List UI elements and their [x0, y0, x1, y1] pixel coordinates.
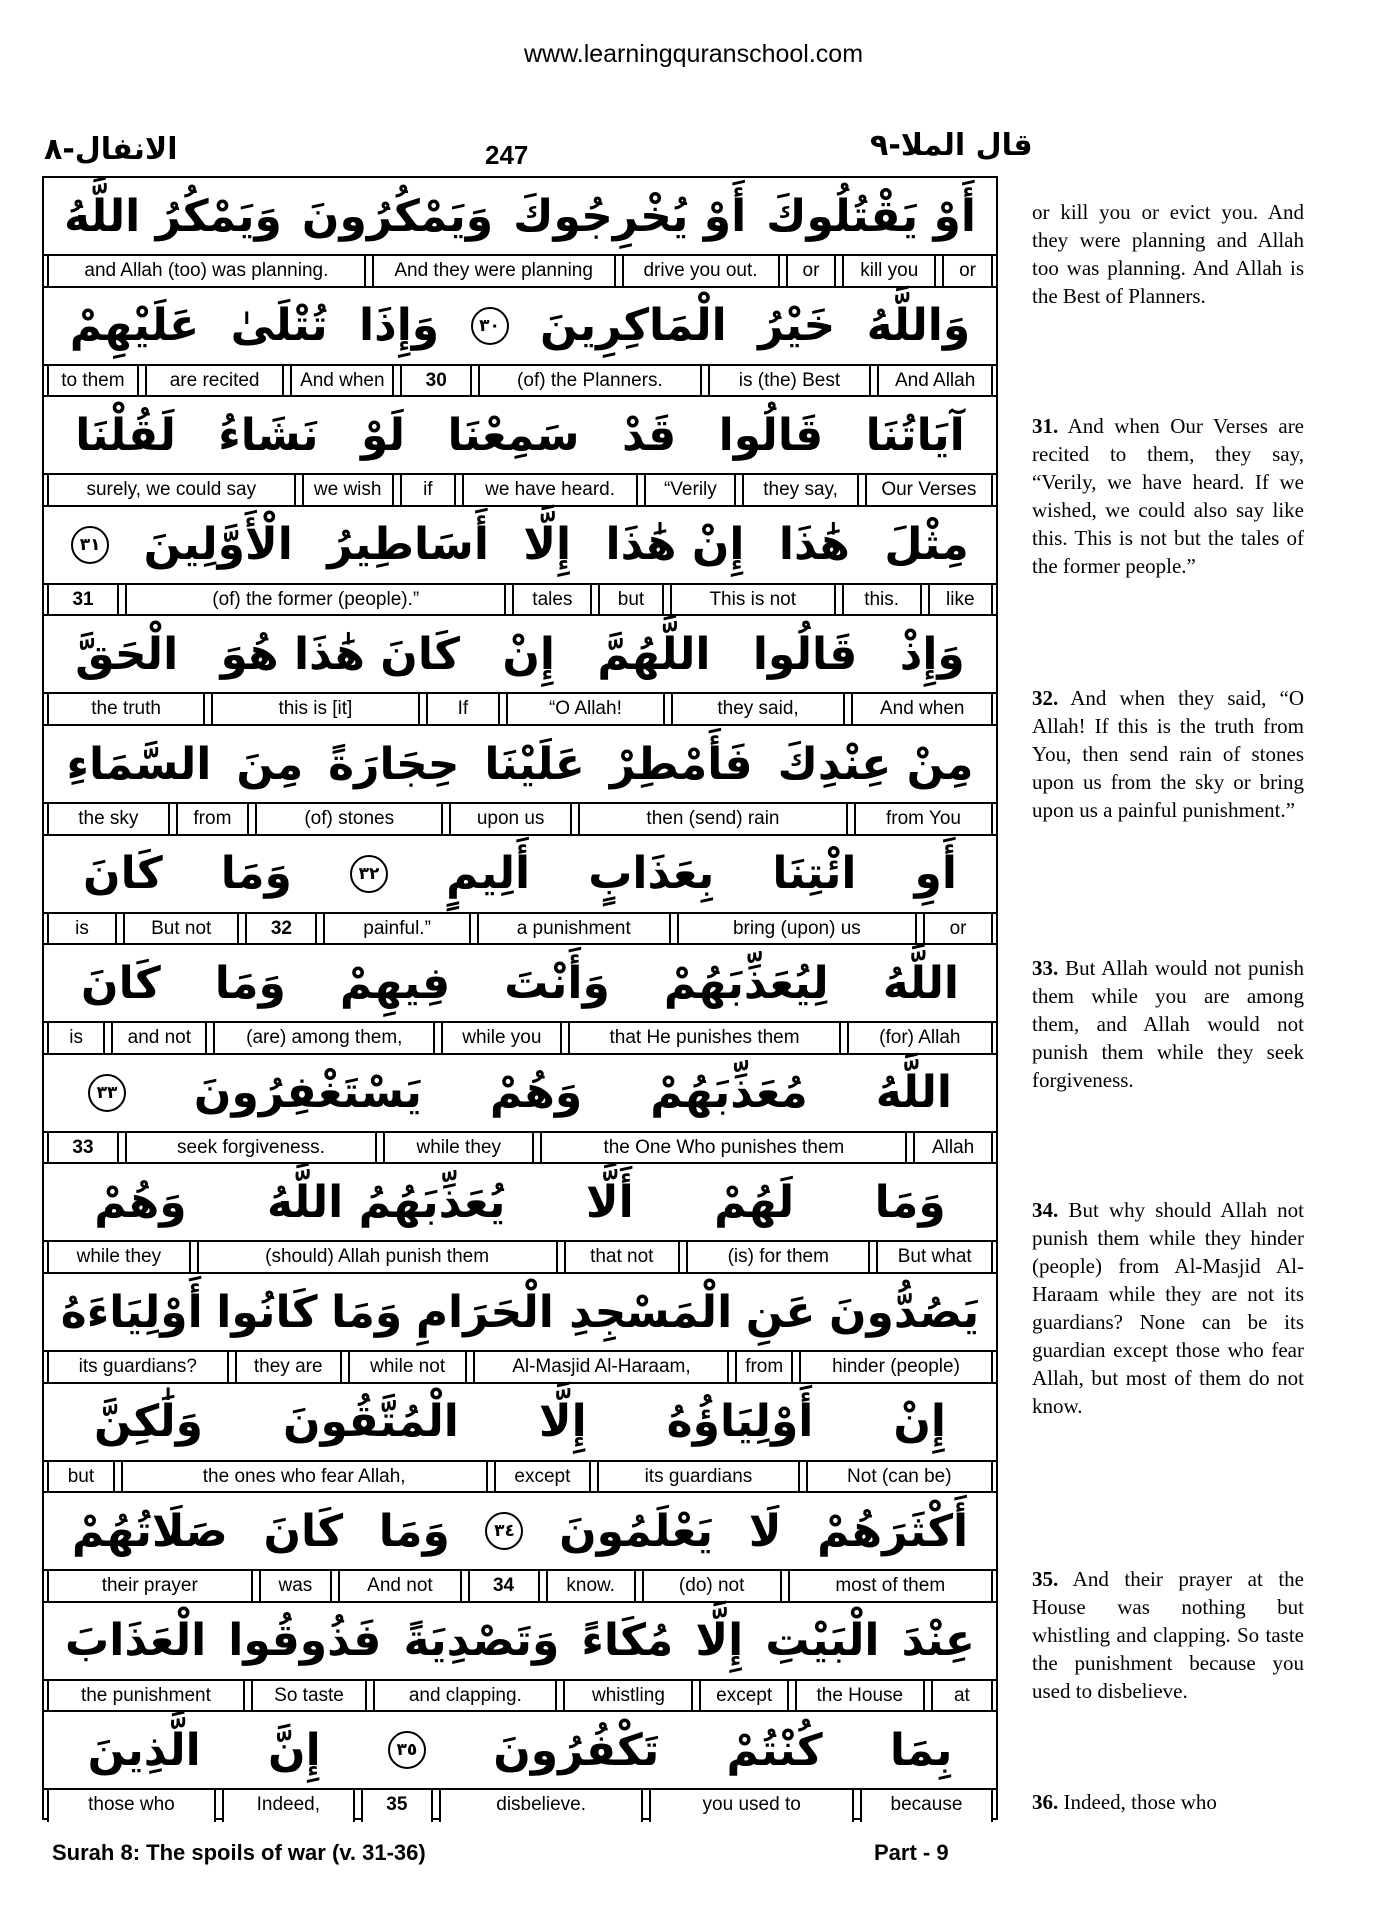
- word-translation: But what: [876, 1242, 993, 1272]
- english-line: [44, 475, 996, 507]
- word-translation: except: [494, 1462, 592, 1492]
- verse-number: 33: [47, 1133, 119, 1163]
- verse-number-marker: ٣٥: [388, 1731, 426, 1769]
- arabic-word: الْعَذَابَ: [65, 1615, 207, 1667]
- arabic-word: يَصُدُّونَ: [828, 1286, 980, 1338]
- arabic-word: مُكَاءً: [581, 1615, 674, 1667]
- arabic-word: إِنْ: [893, 1396, 946, 1448]
- verse-number-marker: ٣٤: [485, 1512, 523, 1550]
- word-translation: And when: [851, 694, 993, 724]
- word-translation: the punishment: [47, 1681, 245, 1711]
- english-line: [44, 914, 996, 946]
- word-translation: its guardians: [597, 1462, 799, 1492]
- english-line: [44, 1462, 996, 1494]
- side-note: 31. And when Our Verses are recited to them, they say, “Verily, we have heard. If we wished, we could also say like this. This is not but the tales of the former people.”: [1032, 414, 1305, 578]
- arabic-word: وَمَا: [378, 1505, 450, 1557]
- english-line: [44, 694, 996, 726]
- word-translation: Our Verses: [865, 475, 993, 505]
- arabic-line: [44, 288, 996, 366]
- word-translation: whistling: [563, 1681, 693, 1711]
- arabic-word: اللَّهُ: [882, 957, 959, 1009]
- word-translation: this is [it]: [211, 694, 419, 724]
- word-translation: you used to: [649, 1790, 854, 1822]
- word-translation: the ones who fear Allah,: [121, 1462, 488, 1492]
- arabic-word: مِنَ: [236, 738, 304, 790]
- arabic-word: إِلَّا: [538, 1396, 587, 1448]
- word-translation: “O Allah!: [506, 694, 664, 724]
- arabic-word: يُعَذِّبَهُمُ اللَّهُ: [267, 1176, 506, 1228]
- word-translation: was: [259, 1571, 333, 1601]
- arabic-word: وَلَٰكِنَّ: [93, 1396, 204, 1448]
- side-note: or kill you or evict you. And they were planning and Allah too was planning. And Allah is the Best of Planners.: [1032, 200, 1304, 308]
- word-translation: “Verily: [644, 475, 736, 505]
- arabic-word: أَوْ يُخْرِجُوكَ: [513, 190, 747, 242]
- arabic-word: سَمِعْنَا: [447, 409, 580, 461]
- arabic-word: وَإِذْ: [899, 628, 965, 680]
- website-url: www.learningquranschool.com: [523, 40, 864, 68]
- word-translation: this.: [842, 585, 922, 615]
- word-translation: Indeed,: [222, 1790, 355, 1822]
- part-footer: Part - 9: [874, 1840, 949, 1865]
- word-translation: (of) the Planners.: [478, 366, 701, 396]
- arabic-word: السَّمَاءِ: [66, 738, 212, 790]
- word-translation: (is) for them: [686, 1242, 870, 1272]
- arabic-word: أَكْثَرَهُمْ: [817, 1505, 969, 1557]
- verse-number: 30: [400, 366, 472, 396]
- side-note: 35. And their prayer at the House was nothing but whistling and clapping. So taste the punishment because you used to disbelieve.: [1032, 1567, 1304, 1703]
- arabic-word: أَوْ يَقْتُلُوكَ: [766, 190, 976, 242]
- word-translation: tales: [512, 585, 592, 615]
- word-translation: is (the) Best: [708, 366, 872, 396]
- word-translation: most of them: [788, 1571, 994, 1601]
- word-translation: their prayer: [47, 1571, 253, 1601]
- verse-number: 34: [468, 1571, 540, 1601]
- word-translation: And they were planning: [372, 256, 616, 286]
- arabic-word: وَهُمْ: [489, 1067, 583, 1119]
- verse-row: [44, 1603, 996, 1713]
- word-translation: or: [786, 256, 837, 286]
- arabic-word: لِيُعَذِّبَهُمْ: [663, 957, 829, 1009]
- arabic-word: اللَّهُمَّ: [597, 628, 711, 680]
- word-translation: kill you: [842, 256, 936, 286]
- arabic-line: [44, 836, 996, 914]
- verse-row: [44, 1055, 996, 1165]
- arabic-word: أَلِيمٍ: [446, 848, 531, 900]
- english-line: [44, 1790, 996, 1822]
- arabic-word: إِلَّا: [695, 1615, 744, 1667]
- arabic-word: فَذُوقُوا: [228, 1615, 382, 1667]
- arabic-word: تَكْفُرُونَ: [493, 1724, 660, 1776]
- word-translation: If: [426, 694, 501, 724]
- verse-number-marker: ٣٠: [471, 307, 509, 345]
- word-translation: but: [598, 585, 663, 615]
- word-translation: (of) the former (people).”: [125, 585, 506, 615]
- word-translation: disbelieve.: [439, 1790, 644, 1822]
- verse-number: 31: [47, 585, 119, 615]
- arabic-word: الْأَوَّلِينَ: [143, 519, 293, 571]
- word-translation: we wish: [302, 475, 394, 505]
- arabic-word: أَسَاطِيرُ: [327, 519, 489, 571]
- arabic-line: [44, 397, 996, 475]
- word-translation: while they: [383, 1133, 535, 1163]
- arabic-word: لَوْ: [360, 409, 406, 461]
- arabic-line: [44, 1493, 996, 1571]
- word-translation: while not: [348, 1352, 468, 1382]
- word-translation: Al-Masjid Al-Haraam,: [473, 1352, 729, 1382]
- arabic-word: بِعَذَابٍ: [588, 848, 715, 900]
- word-translation: bring (upon) us: [677, 914, 917, 944]
- verse-row: [44, 507, 996, 617]
- side-note: 33. But Allah would not punish them while you are among them, and Allah would not punish them while they seek forgiveness.: [1032, 956, 1305, 1092]
- word-translation: they said,: [671, 694, 846, 724]
- word-translation: while you: [441, 1023, 562, 1053]
- arabic-line: [44, 1384, 996, 1462]
- juz-label: قال الملا-٩: [870, 128, 1033, 163]
- arabic-word: خَيْرُ: [758, 300, 836, 352]
- word-translation: the truth: [47, 694, 205, 724]
- side-note: 32. And when they said, “O Allah! If this is the truth from You, then send rain of stones upon us from the sky or bring upon us a painful punishment.”: [1032, 686, 1304, 822]
- word-translation: from: [176, 804, 250, 834]
- verse-row: [44, 178, 996, 288]
- verse-row: [44, 1274, 996, 1384]
- english-line: [44, 366, 996, 398]
- verse-row: [44, 1712, 996, 1822]
- word-translation: the sky: [47, 804, 170, 834]
- arabic-word: إِنَّ: [268, 1724, 321, 1776]
- word-translation: drive you out.: [622, 256, 780, 286]
- arabic-word: فَأَمْطِرْ: [609, 738, 753, 790]
- arabic-word: الَّذِينَ: [87, 1724, 201, 1776]
- arabic-line: [44, 1164, 996, 1242]
- word-translation: except: [699, 1681, 788, 1711]
- arabic-line: [44, 1712, 996, 1790]
- word-translation: but: [47, 1462, 115, 1492]
- word-translation: surely, we could say: [47, 475, 296, 505]
- arabic-word: وَيَمْكُرُ اللَّهُ: [64, 190, 282, 242]
- word-translation: because: [860, 1790, 993, 1822]
- arabic-word: وَمَا: [331, 1286, 403, 1338]
- arabic-word: كَانَ هَٰذَا هُوَ: [220, 628, 460, 680]
- verse-number: 32: [245, 914, 317, 944]
- side-note: 36. Indeed, those who: [1032, 1790, 1217, 1814]
- word-translation: are recited: [145, 366, 285, 396]
- word-translation: while they: [47, 1242, 191, 1272]
- arabic-word: أَلَّا: [585, 1176, 634, 1228]
- word-translation: So taste: [251, 1681, 367, 1711]
- word-translation: that He punishes them: [568, 1023, 840, 1053]
- word-translation: those who: [47, 1790, 216, 1822]
- surah-footer: Surah 8: The spoils of war (v. 31-36): [52, 1840, 426, 1865]
- arabic-word: قَدْ: [621, 409, 677, 461]
- arabic-word: اللَّهُ: [875, 1067, 952, 1119]
- arabic-word: وَتَصْدِيَةً: [403, 1615, 560, 1667]
- word-translation: from You: [854, 804, 993, 834]
- arabic-word: كُنْتُمْ: [726, 1724, 823, 1776]
- arabic-word: الْمَسْجِدِ الْحَرَامِ: [415, 1286, 733, 1338]
- arabic-word: يَسْتَغْفِرُونَ: [193, 1067, 422, 1119]
- arabic-word: آيَاتُنَا: [865, 409, 965, 461]
- verse-row: [44, 1384, 996, 1494]
- word-translation: at: [931, 1681, 993, 1711]
- arabic-line: [44, 1603, 996, 1681]
- word-translation: But not: [123, 914, 239, 944]
- word-translation: is: [47, 914, 117, 944]
- verse-row: [44, 1493, 996, 1603]
- word-translation: (do) not: [642, 1571, 782, 1601]
- arabic-word: صَلَاتُهُمْ: [71, 1505, 228, 1557]
- word-translation: the House: [795, 1681, 925, 1711]
- arabic-word: وَأَنْتَ: [504, 957, 610, 1009]
- word-translation: we have heard.: [462, 475, 638, 505]
- english-line: [44, 1352, 996, 1384]
- arabic-word: وَهُمْ: [94, 1176, 187, 1228]
- word-translation: or: [923, 914, 993, 944]
- arabic-line: [44, 507, 996, 585]
- english-line: [44, 585, 996, 617]
- arabic-word: كَانُوا: [216, 1286, 318, 1338]
- word-translation: And when: [290, 366, 394, 396]
- verse-number-marker: ٣٣: [88, 1074, 126, 1112]
- arabic-word: أَوْلِيَاءَهُ: [60, 1286, 203, 1338]
- arabic-word: كَانَ: [81, 957, 161, 1009]
- arabic-word: كَانَ: [83, 848, 163, 900]
- arabic-line: [44, 1274, 996, 1352]
- arabic-word: عَنِ: [745, 1286, 816, 1338]
- arabic-word: أَوِ: [914, 848, 957, 900]
- arabic-word: حِجَارَةً: [328, 738, 460, 790]
- verse-row: [44, 616, 996, 726]
- word-translation: And not: [338, 1571, 461, 1601]
- english-line: [44, 1681, 996, 1713]
- arabic-word: فِيهِمْ: [339, 957, 451, 1009]
- english-line: [44, 1133, 996, 1165]
- word-translation: or: [942, 256, 993, 286]
- word-translation: upon us: [449, 804, 572, 834]
- word-translation: to them: [47, 366, 139, 396]
- arabic-word: مِثْلَ: [884, 519, 969, 571]
- arabic-word: بِمَا: [889, 1724, 953, 1776]
- arabic-word: وَمَا: [214, 957, 286, 1009]
- english-line: [44, 1023, 996, 1055]
- word-translation: if: [400, 475, 456, 505]
- arabic-word: أَوْلِيَاؤُهُ: [666, 1396, 814, 1448]
- arabic-word: وَيَمْكُرُونَ: [301, 190, 494, 242]
- arabic-word: يَعْلَمُونَ: [559, 1505, 714, 1557]
- arabic-word: لَهُمْ: [714, 1176, 795, 1228]
- arabic-line: [44, 726, 996, 804]
- arabic-word: الْبَيْتِ: [765, 1615, 880, 1667]
- side-note: 34. But why should Allah not punish them while they hinder (people) from Al-Masjid Al-Haraam while they are not its guardians? None can be its guardian except those who fear Allah, but most of them do not know.: [1032, 1198, 1304, 1418]
- word-translation: they say,: [742, 475, 858, 505]
- arabic-word: الْحَقَّ: [75, 628, 179, 680]
- english-line: [44, 1242, 996, 1274]
- word-translation: that not: [564, 1242, 681, 1272]
- word-translation: know.: [546, 1571, 636, 1601]
- word-translation: seek forgiveness.: [125, 1133, 377, 1163]
- english-line: [44, 804, 996, 836]
- english-line: [44, 1571, 996, 1603]
- word-translation: is: [47, 1023, 105, 1053]
- word-translation: painful.”: [323, 914, 470, 944]
- arabic-word: عَلَيْهِمْ: [69, 300, 200, 352]
- verse-number-marker: ٣١: [71, 526, 109, 564]
- word-translation: then (send) rain: [578, 804, 848, 834]
- arabic-word: مُعَذِّبَهُمْ: [650, 1067, 808, 1119]
- word-translation: a punishment: [477, 914, 671, 944]
- arabic-word: وَإِذَا: [359, 300, 440, 352]
- word-translation: And Allah: [877, 366, 993, 396]
- word-translation: hinder (people): [799, 1352, 993, 1382]
- word-translation: Allah: [913, 1133, 993, 1163]
- arabic-word: وَاللَّهُ: [866, 300, 971, 352]
- arabic-word: تُتْلَىٰ: [230, 300, 328, 352]
- verse-row: [44, 397, 996, 507]
- word-translation: (of) stones: [255, 804, 443, 834]
- word-translation: the One Who punishes them: [540, 1133, 907, 1163]
- verse-row: [44, 836, 996, 946]
- arabic-word: عِنْدَ: [901, 1615, 975, 1667]
- verse-row: [44, 288, 996, 398]
- arabic-word: نَشَاءُ: [218, 409, 319, 461]
- verse-number-marker: ٣٢: [350, 855, 388, 893]
- arabic-line: [44, 178, 996, 256]
- translation-grid: [42, 176, 998, 1820]
- english-line: [44, 256, 996, 288]
- word-translation: and Allah (too) was planning.: [47, 256, 366, 286]
- arabic-word: قَالُوا: [752, 628, 858, 680]
- arabic-line: [44, 1055, 996, 1133]
- arabic-word: قَالُوا: [718, 409, 824, 461]
- arabic-word: كَانَ: [263, 1505, 344, 1557]
- word-translation: This is not: [670, 585, 836, 615]
- arabic-word: هَٰذَا: [778, 519, 850, 571]
- page-number: 247: [485, 140, 529, 170]
- surah-label: الانفال-٨: [44, 132, 178, 167]
- word-translation: like: [928, 585, 993, 615]
- word-translation: (should) Allah punish them: [197, 1242, 558, 1272]
- word-translation: from: [735, 1352, 793, 1382]
- arabic-word: مِنْ عِنْدِكَ: [777, 738, 974, 790]
- verse-row: [44, 1164, 996, 1274]
- arabic-word: الْمَاكِرِينَ: [539, 300, 727, 352]
- arabic-word: وَمَا: [874, 1176, 946, 1228]
- word-translation: (are) among them,: [213, 1023, 435, 1053]
- verse-number: 35: [361, 1790, 433, 1822]
- arabic-line: [44, 616, 996, 694]
- word-translation: they are: [235, 1352, 342, 1382]
- word-translation: and not: [111, 1023, 207, 1053]
- arabic-line: [44, 945, 996, 1023]
- arabic-word: وَمَا: [220, 848, 292, 900]
- word-translation: Not (can be): [806, 1462, 993, 1492]
- arabic-word: الْمُتَّقُونَ: [282, 1396, 459, 1448]
- arabic-word: إِلَّا: [523, 519, 572, 571]
- arabic-word: لَقُلْنَا: [75, 409, 176, 461]
- arabic-word: لَا: [748, 1505, 782, 1557]
- word-translation: (for) Allah: [847, 1023, 993, 1053]
- arabic-word: إِنْ: [502, 628, 555, 680]
- word-translation: and clapping.: [373, 1681, 557, 1711]
- arabic-word: عَلَيْنَا: [484, 738, 585, 790]
- verse-row: [44, 726, 996, 836]
- arabic-word: إِنْ هَٰذَا: [605, 519, 745, 571]
- word-translation: its guardians?: [47, 1352, 229, 1382]
- verse-row: [44, 945, 996, 1055]
- arabic-word: ائْتِنَا: [772, 848, 857, 900]
